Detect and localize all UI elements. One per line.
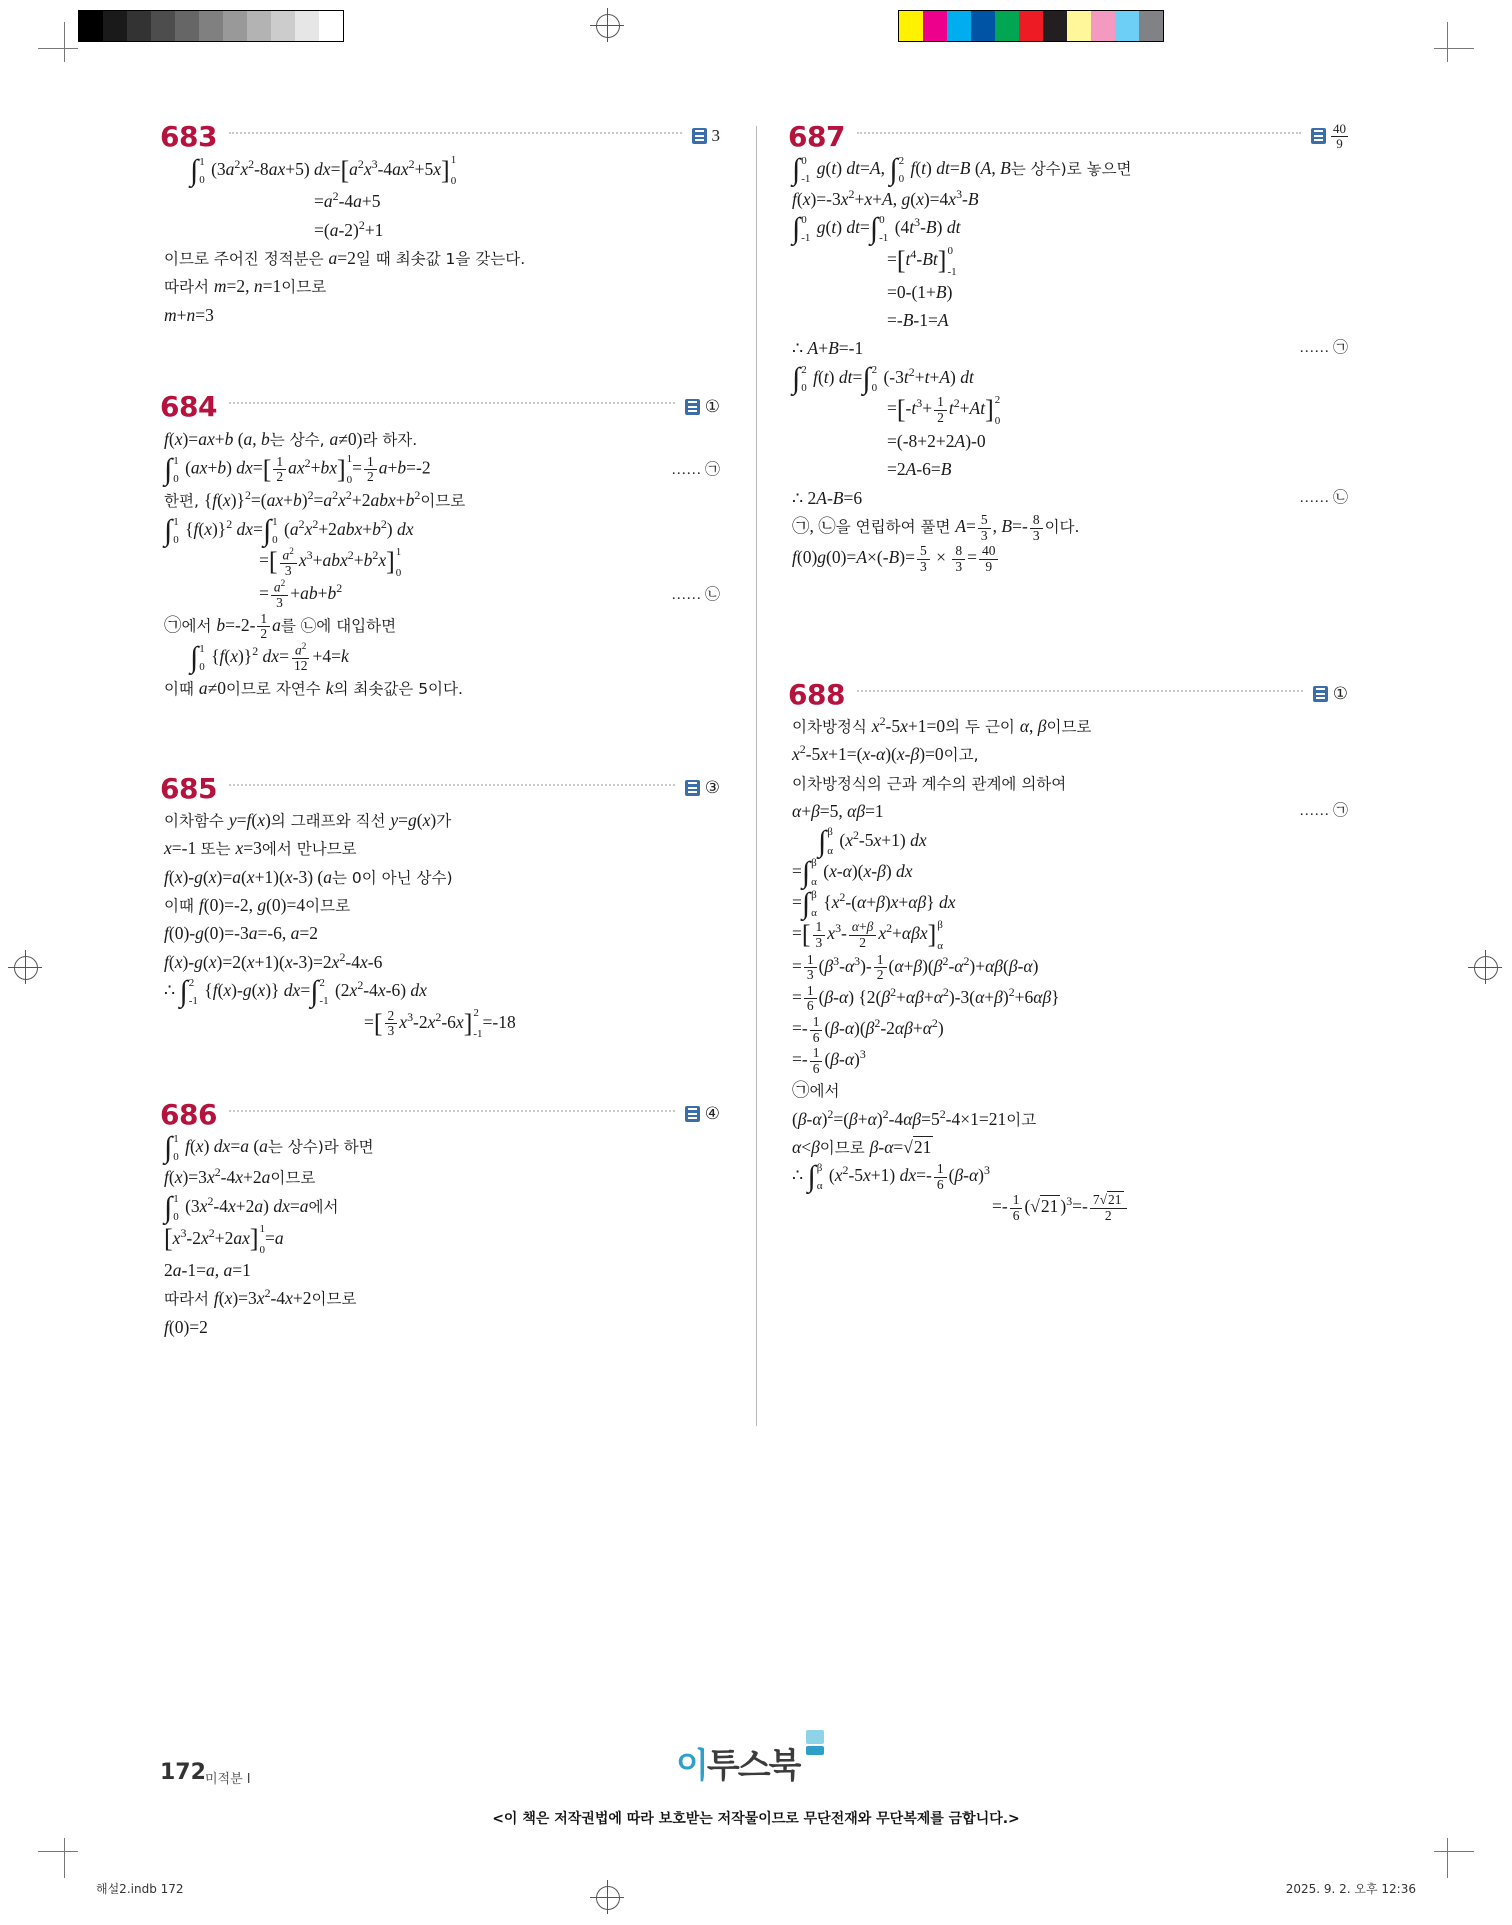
math-expression: ∫ 1 0 $(3a^2x^2-8ax+5)$ dx= [ $a^2x^3-4ax^2+5x$ ] 1 0 (190, 153, 457, 188)
header-dotted-rule (229, 783, 675, 786)
block-spacer (788, 580, 1348, 676)
solution-header (160, 1096, 720, 1132)
copyright-notice: <이 책은 저작권법에 따라 보호받는 저작물이므로 무단전재와 무단복제를 금합니다.> (492, 1811, 1020, 1827)
answer-badge (685, 778, 720, 798)
math-expression: ∫ 1 0 $\{f(x)\}^2$ dx= ∫ 1 0 $(a^2x^2+2abx+b^2)$ dx (164, 513, 414, 547)
registration-circle-bottom (596, 1886, 620, 1910)
math-expression: $=a^2-4a+5$ (314, 189, 381, 212)
math-expression: =2A-6=B (887, 459, 952, 480)
grayscale-swatch (151, 11, 175, 41)
solution-line (164, 891, 720, 919)
answer-badge (685, 397, 720, 417)
problem-number: 686 (160, 1097, 217, 1131)
math-expression: 이차방정식의 근과 계수의 관계에 의하여 (792, 774, 1067, 793)
math-expression: =(-8+2+2A)-0 (887, 430, 986, 451)
math-expression: 이므로 주어진 정적분은 a=2일 때 최솟값 1을 갖는다. (164, 247, 526, 268)
answer-value: $\frac{40}{9}$ (1333, 120, 1346, 151)
equation-reference-label: …… ㉡ (671, 586, 720, 603)
math-expression: ∫ 2 0 f(t) dt= ∫ 2 0 $(-3t^2+t+A)$ dt (792, 361, 974, 395)
solution-line (164, 187, 720, 215)
solution-line (164, 674, 720, 702)
math-expression: ㉠, ㉡을 연립하여 풀면 A= $\frac{5}{3}$ , B=- $\frac{8}{3}$ 이다. (792, 511, 1080, 543)
math-expression: = [ $\frac{a^2}{3}$ $x^3+abx^2+b^2x$ ] 1 0 (259, 545, 402, 579)
left-column (160, 118, 720, 1347)
math-expression: f(0)g(0)=A×(-B)= $\frac{5}{3}$ × $\frac{8}{3}$ = $\frac{40}{9}$ (792, 547, 1000, 567)
solution-body (788, 154, 1348, 574)
problem-number: 688 (788, 677, 845, 711)
solution-block (788, 118, 1348, 574)
math-expression: =- $\frac{1}{6}$ (√21 )$^3$=- $\frac{7√21}{2}$ (992, 1196, 1129, 1216)
math-expression: α+β=5, αβ=1 (792, 801, 884, 822)
solution-line (792, 888, 1348, 919)
block-spacer (160, 708, 720, 770)
math-expression: $=(a-2)^2+1$ (314, 217, 384, 240)
solution-line (164, 948, 720, 976)
solution-line (792, 983, 1348, 1014)
answer-value: ④ (704, 1104, 720, 1124)
registration-circle-right (1474, 956, 1498, 980)
color-swatch (1115, 11, 1139, 41)
solution-line (164, 611, 720, 642)
header-dotted-rule (229, 131, 682, 134)
solution-line (792, 185, 1348, 213)
solution-line (792, 1105, 1348, 1133)
answer-book-icon (685, 399, 700, 415)
crop-mark-top-right (1434, 22, 1474, 62)
solution-line (792, 484, 1348, 512)
math-expression: ∫ 0 -1 g(t) dt= ∫ 0 -1 $(4t^3-B)$ dt (792, 212, 961, 246)
math-expression: $(\beta-\alpha)^2=(\beta+\alpha)^2-4\alpha\beta=5^2-4\times 1=21$이고 (792, 1106, 1037, 1129)
solution-line (792, 245, 1348, 278)
solution-line (164, 301, 720, 329)
problem-number: 684 (160, 390, 217, 424)
math-expression: ㉠에서 (792, 1080, 840, 1101)
answer-book-icon (685, 780, 700, 796)
solution-line (164, 515, 720, 546)
header-dotted-rule (857, 131, 1301, 134)
solution-line (792, 394, 1348, 427)
solution-line (792, 952, 1348, 983)
math-expression: ∫ 1 0 (ax+b) dx= [ $\frac{1}{2}$ $ax^2+bx$ ] 1 0 = $\frac{1}{2}$ a+b=-2 (164, 452, 431, 487)
column-divider (756, 126, 757, 1426)
answer-book-icon (685, 1106, 700, 1122)
math-expression: x=-1 또는 x=3에서 만나므로 (164, 838, 357, 859)
logo-text-2: 투스북 (706, 1746, 800, 1786)
block-spacer (160, 335, 720, 389)
color-swatch (1043, 11, 1067, 41)
solution-block (160, 1096, 720, 1341)
problem-number: 685 (160, 771, 217, 805)
solution-line (792, 427, 1348, 455)
answer-badge (685, 1104, 720, 1124)
math-expression: ∫ 0 -1 g(t) dt=A, ∫ 2 0 f(t) dt=B (A, B는 상수)로 놓으면 (792, 152, 1132, 186)
answer-book-icon (1313, 686, 1328, 702)
math-expression: ∴ ∫ 2 -1 {f(x)-g(x)} dx= ∫ 2 -1 $(2x^2-4x-6)$ dx (164, 975, 427, 1009)
solution-block (160, 770, 720, 1040)
math-expression: = $\frac{a^2}{3}$ $+ab+b^2$ (259, 578, 343, 611)
math-expression: =- $\frac{1}{6}$ $(\beta-\alpha)(\beta^2-2\alpha\beta+\alpha^2)$ (792, 1013, 944, 1045)
solution-line (164, 1192, 720, 1223)
solution-line (792, 213, 1348, 244)
publisher-logo (676, 1738, 799, 1787)
math-expression: f(x)=ax+b (a, b는 상수, a≠0)라 하자. (164, 428, 418, 449)
math-expression: ∴ ∫ β α $(x^2-5x+1)$ dx=- $\frac{1}{6}$ $(\beta-\alpha)^3$ (792, 1160, 990, 1194)
solution-line (792, 363, 1348, 394)
solution-line (792, 1161, 1348, 1192)
answer-value: ③ (704, 778, 720, 798)
solution-header (788, 118, 1348, 154)
solution-line (792, 919, 1348, 952)
solution-line (164, 1007, 720, 1040)
solution-body (788, 712, 1348, 1223)
solution-line (164, 546, 720, 579)
math-expression: = [ $t^4-Bt$ ] 0 -1 (887, 244, 957, 278)
grayscale-swatch (127, 11, 151, 41)
answer-badge (1313, 684, 1348, 704)
right-column (788, 118, 1348, 1229)
math-expression: [ $x^3-2x^2+2ax$ ] 1 0 =a (164, 1222, 284, 1256)
equation-reference-label: …… ㉠ (1299, 803, 1348, 820)
crop-mark-bottom-left (38, 1838, 78, 1878)
math-expression: = [ $-t^3+$ $\frac{1}{2}$ $t^2+At$ ] 2 0 (887, 393, 1001, 427)
solution-line (164, 244, 720, 272)
logo-text-1: 이 (676, 1746, 707, 1786)
math-expression: 따라서 m=2, n=1이므로 (164, 276, 327, 297)
crop-mark-bottom-right (1434, 1838, 1474, 1878)
grayscale-swatch (319, 11, 343, 41)
answer-value: ① (1332, 684, 1348, 704)
math-expression: 이때 a≠0이므로 자연수 k의 최솟값은 5이다. (164, 677, 463, 698)
math-expression: =- $\frac{1}{6}$ $(\beta-\alpha)^3$ (792, 1045, 866, 1076)
math-expression: = ∫ β α $\{x^2-(\alpha+\beta)x+\alpha\beta\}$ dx (792, 886, 956, 920)
problem-number: 683 (160, 119, 217, 153)
math-expression: =0-(1+B) (887, 281, 953, 302)
grayscale-swatch (175, 11, 199, 41)
solution-line (792, 278, 1348, 306)
math-expression: f(0)=2 (164, 1316, 208, 1337)
color-swatch (1139, 11, 1163, 41)
grayscale-swatch (79, 11, 103, 41)
solution-line (164, 216, 720, 244)
header-dotted-rule (229, 1109, 675, 1112)
solution-block (160, 118, 720, 329)
grayscale-swatch (223, 11, 247, 41)
solution-header (160, 389, 720, 425)
math-expression: f(x)-g(x)=a(x+1)(x-3) (a는 0이 아닌 상수) (164, 866, 453, 887)
color-swatch (1067, 11, 1091, 41)
math-expression: f(0)-g(0)=-3a=-6, a=2 (164, 923, 319, 944)
solution-line (792, 797, 1348, 825)
solution-line (164, 1132, 720, 1163)
solution-body (160, 806, 720, 1040)
solution-line (792, 455, 1348, 483)
solution-line (792, 769, 1348, 797)
math-expression: $f(x)=-3x^2+x+A$, $g(x)=4x^3-B$ (792, 187, 979, 210)
math-expression: =-B-1=A (887, 310, 949, 331)
solution-line (164, 1163, 720, 1191)
grayscale-swatch (295, 11, 319, 41)
math-expression: $f(x)=3x^2-4x+2a$이므로 (164, 1165, 316, 1188)
book-title: 미적분 I (205, 1772, 251, 1787)
solution-line (164, 976, 720, 1007)
color-calibration-bar (898, 10, 1164, 42)
solution-line (164, 272, 720, 300)
math-expression: m+n=3 (164, 304, 214, 325)
solution-line (164, 1284, 720, 1312)
solution-header (160, 118, 720, 154)
solution-line (792, 154, 1348, 185)
registration-circle-left (14, 956, 38, 980)
solution-line (164, 806, 720, 834)
color-swatch (1019, 11, 1043, 41)
solution-block (160, 389, 720, 702)
block-spacer (160, 1046, 720, 1096)
solution-line (792, 334, 1348, 362)
solution-line (164, 579, 720, 611)
math-expression: 이차방정식 $x^2-5x+1=0$의 두 근이 α, β이므로 (792, 714, 1092, 737)
logo-mark-lower-icon (806, 1746, 824, 1755)
math-expression: = $\frac{1}{6}$ (β-α) $\{2(\beta^2+\alpha\beta+\alpha^2)-3(\alpha+\beta)^2+6\alpha\beta\}$ (792, 982, 1060, 1014)
solution-line (792, 1133, 1348, 1161)
registration-circle-top (596, 14, 620, 38)
math-expression: 2a-1=a, a=1 (164, 1260, 251, 1281)
math-expression: $x^2-5x+1=(x-\alpha)(x-\beta)=0$이고, (792, 742, 979, 765)
solution-line (164, 1256, 720, 1284)
print-timestamp: 2025. 9. 2. 오후 12:36 (1285, 1882, 1416, 1896)
math-expression: ∫ 1 0 f(x) dx=a (a는 상수)라 하면 (164, 1131, 374, 1165)
solution-line (164, 425, 720, 453)
math-expression: ∴ A+B=-1 (792, 338, 864, 359)
math-expression: ∫ 1 0 $(3x^2-4x+2a)$ dx=a에서 (164, 1190, 339, 1224)
solution-line (792, 712, 1348, 740)
solution-line (164, 919, 720, 947)
color-swatch (995, 11, 1019, 41)
solution-line (164, 1223, 720, 1256)
solution-line (164, 453, 720, 486)
grayscale-calibration-bar (78, 10, 344, 42)
problem-number: 687 (788, 119, 845, 153)
solution-line (792, 543, 1348, 574)
equation-reference-label: …… ㉠ (1299, 340, 1348, 357)
math-expression: ∫ β α $(x^2-5x+1)$ dx (818, 824, 927, 858)
equation-reference-label: …… ㉠ (671, 461, 720, 478)
math-expression: 이때 f(0)=-2, g(0)=4이므로 (164, 895, 351, 916)
solution-body (160, 1132, 720, 1341)
solution-line (164, 642, 720, 674)
answer-badge (1311, 122, 1348, 150)
answer-book-icon (1311, 128, 1326, 144)
math-expression: = [ $\frac{1}{3}$ $x^3-$ $\frac{\alpha+\beta}{2}$ $x^2+\alpha\beta x$ ] β α (792, 918, 944, 952)
solution-line (164, 1313, 720, 1341)
solution-line (792, 512, 1348, 543)
math-expression: 이차함수 y=f(x)의 그래프와 직선 y=g(x)가 (164, 810, 452, 831)
solution-body (160, 154, 720, 329)
math-expression: = $\frac{1}{3}$ $(\beta^3-\alpha^3)-$ $\frac{1}{2}$ $(\alpha+\beta)(\beta^2-\alpha^2)+\alpha\beta(\beta-\alpha)$ (792, 951, 1039, 983)
math-expression: α<β이므로 β-α=√21 (792, 1136, 932, 1157)
answer-badge (692, 126, 721, 146)
crop-mark-top-left (38, 22, 78, 62)
page-number: 172 (160, 1760, 206, 1785)
math-expression: = ∫ β α (x-α)(x-β) dx (792, 855, 913, 889)
math-expression: ∫ 1 0 $\{f(x)\}^2$ dx= $\frac{a^2}{12}$ +4=k (190, 640, 349, 674)
solution-block (788, 676, 1348, 1223)
color-swatch (899, 11, 923, 41)
math-expression: = [ $\frac{2}{3}$ $x^3-2x^2-6x$ ] 2 -1 =-18 (364, 1007, 516, 1041)
solution-body (160, 425, 720, 702)
solution-line (792, 1014, 1348, 1045)
solution-line (164, 834, 720, 862)
logo-mark-upper-icon (806, 1730, 824, 1744)
color-swatch (971, 11, 995, 41)
color-swatch (1091, 11, 1115, 41)
grayscale-swatch (247, 11, 271, 41)
solution-header (788, 676, 1348, 712)
source-file-label: 해설2.indb 172 (96, 1882, 184, 1896)
solution-line (792, 857, 1348, 888)
math-expression: 따라서 $f(x)=3x^2-4x+2$이므로 (164, 1286, 357, 1309)
solution-line (792, 1192, 1348, 1223)
answer-book-icon (692, 128, 707, 144)
solution-line (164, 863, 720, 891)
header-dotted-rule (857, 689, 1303, 692)
solution-line (792, 1076, 1348, 1104)
grayscale-swatch (199, 11, 223, 41)
color-swatch (923, 11, 947, 41)
solution-line (792, 1045, 1348, 1076)
solution-line (164, 154, 720, 187)
answer-value: ① (704, 396, 720, 416)
math-expression: ∴ 2A-B=6 (792, 487, 863, 508)
grayscale-swatch (103, 11, 127, 41)
color-swatch (947, 11, 971, 41)
solution-line (792, 826, 1348, 857)
header-dotted-rule (229, 401, 675, 404)
grayscale-swatch (271, 11, 295, 41)
math-expression: ㉠에서 b=-2- $\frac{1}{2}$ a를 ㉡에 대입하면 (164, 610, 397, 642)
solution-line (164, 486, 720, 514)
equation-reference-label: …… ㉡ (1299, 489, 1348, 506)
solution-line (792, 740, 1348, 768)
answer-value: 3 (711, 126, 720, 145)
solution-line (792, 306, 1348, 334)
math-expression: $f(x)-g(x)=2(x+1)(x-3)=2x^2-4x-6$ (164, 949, 383, 972)
math-expression: 한편, $\{f(x)\}^2=(ax+b)^2=a^2x^2+2abx+b^2$이므로 (164, 488, 466, 511)
solution-header (160, 770, 720, 806)
